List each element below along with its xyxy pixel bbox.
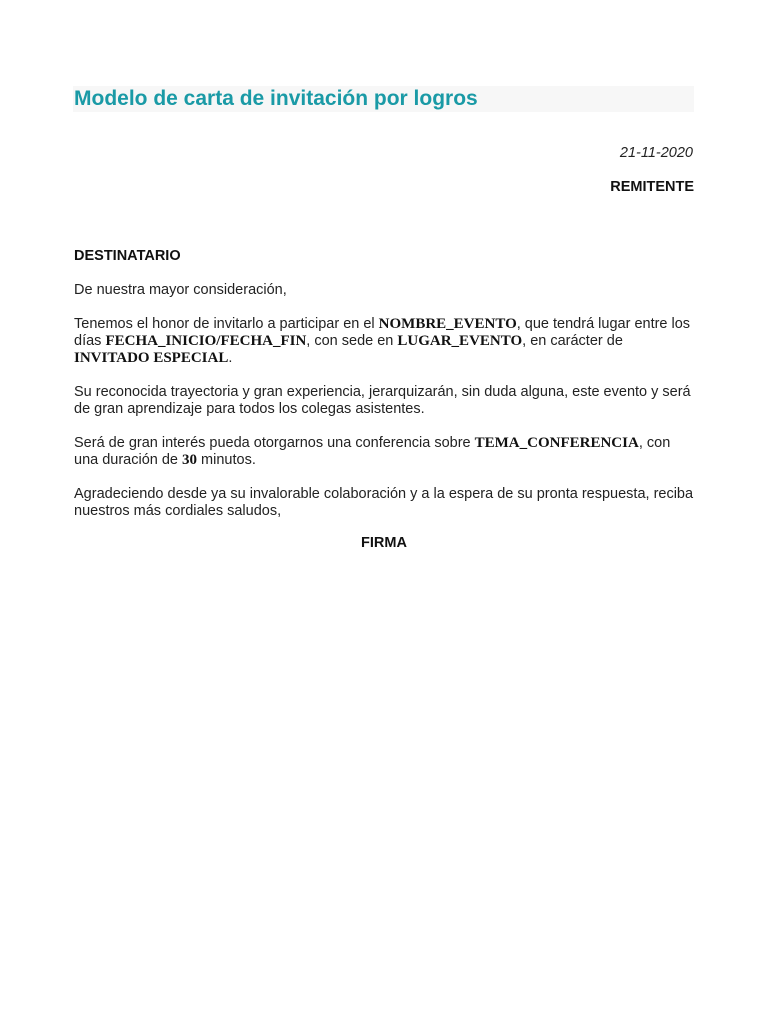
text-segment: . (228, 350, 233, 366)
letter-body (74, 282, 696, 537)
text-segment: , con sede en (306, 333, 398, 349)
paragraph-conference (74, 435, 696, 469)
event-place-field: LUGAR_EVENTO (397, 333, 523, 349)
text-segment: Será de gran interés pueda otorgarnos una conferencia sobre (74, 435, 475, 451)
paragraph-invitation (74, 316, 696, 367)
text-segment: , que tendrá lugar entre los días (74, 316, 691, 349)
signature-placeholder: FIRMA (361, 535, 407, 551)
recipient-placeholder: DESTINATARIO (74, 248, 181, 264)
salutation: De nuestra mayor consideración, (74, 282, 287, 298)
sender-placeholder: REMITENTE (610, 179, 694, 195)
text-segment: Tenemos el honor de invitarlo a participar en el (74, 316, 379, 332)
text-segment: , con una duración de (74, 435, 671, 468)
text-segment: , en carácter de (522, 333, 623, 349)
conference-topic-field: TEMA_CONFERENCIA (474, 435, 639, 451)
event-dates-field: FECHA_INICIO/FECHA_FIN (105, 333, 307, 349)
letter-date: 21-11-2020 (619, 145, 693, 161)
paragraph-closing: Agradeciendo desde ya su invalorable colaboración y a la espera de su pronta respuesta, reciba nuestros más cordiales saludos, (74, 486, 694, 519)
document-title: Modelo de carta de invitación por logros (74, 87, 478, 110)
paragraph-trajectory: Su reconocida trayectoria y gran experiencia, jerarquizarán, sin duda alguna, este evento y será de gran aprendizaje para todos los colegas asistentes. (74, 384, 691, 417)
event-name-field: NOMBRE_EVENTO (378, 316, 517, 332)
guest-role-field: INVITADO ESPECIAL (74, 350, 229, 366)
text-segment: minutos. (197, 452, 256, 468)
duration-minutes-field: 30 (182, 452, 198, 468)
